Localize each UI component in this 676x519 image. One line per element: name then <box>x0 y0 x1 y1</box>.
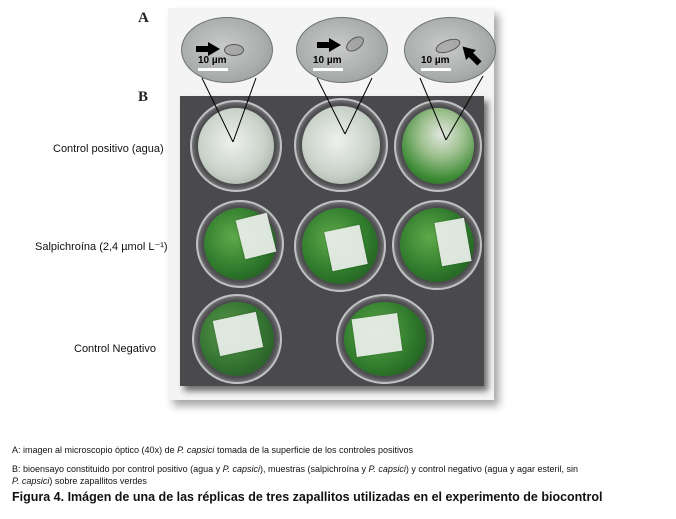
figure-caption: Figura 4. Imágen de una de las réplicas de tres zapallitos utilizadas en el experimento de biocontrol <box>12 490 603 504</box>
scale-label: 10 µm <box>198 55 227 66</box>
note-b-text: B: bioensayo constituido por control positivo (agua y <box>12 464 223 474</box>
note-a-text: A: imagen al microscopio óptico (40x) de <box>12 445 178 455</box>
species-name: P. capsici <box>368 464 406 474</box>
species-name: P. capsici <box>177 445 215 455</box>
row-label-salpichroina: Salpichroína (2,4 µmol L⁻¹) <box>35 241 168 253</box>
row-label-positive-control: Control positivo (agua) <box>53 143 164 155</box>
scale-label: 10 µm <box>421 55 450 66</box>
note-b <box>12 463 672 487</box>
note-b-text: ), muestras (salpichroína y <box>259 464 369 474</box>
panel-label-a: A <box>138 10 149 26</box>
note-a <box>12 444 413 456</box>
species-name: P. capsici <box>222 464 260 474</box>
note-b-text: ) sobre zapallitos verdes <box>49 476 147 486</box>
panel-label-b: B <box>138 89 149 105</box>
species-name: P. capsici <box>12 476 50 486</box>
note-b-text: ) y control negativo (agua y agar esteril, sin <box>405 464 578 474</box>
note-a-text: tomada de la superficie de los controles positivos <box>214 445 414 455</box>
row-label-negative-control: Control Negativo <box>74 343 156 355</box>
scale-label: 10 µm <box>313 55 342 66</box>
